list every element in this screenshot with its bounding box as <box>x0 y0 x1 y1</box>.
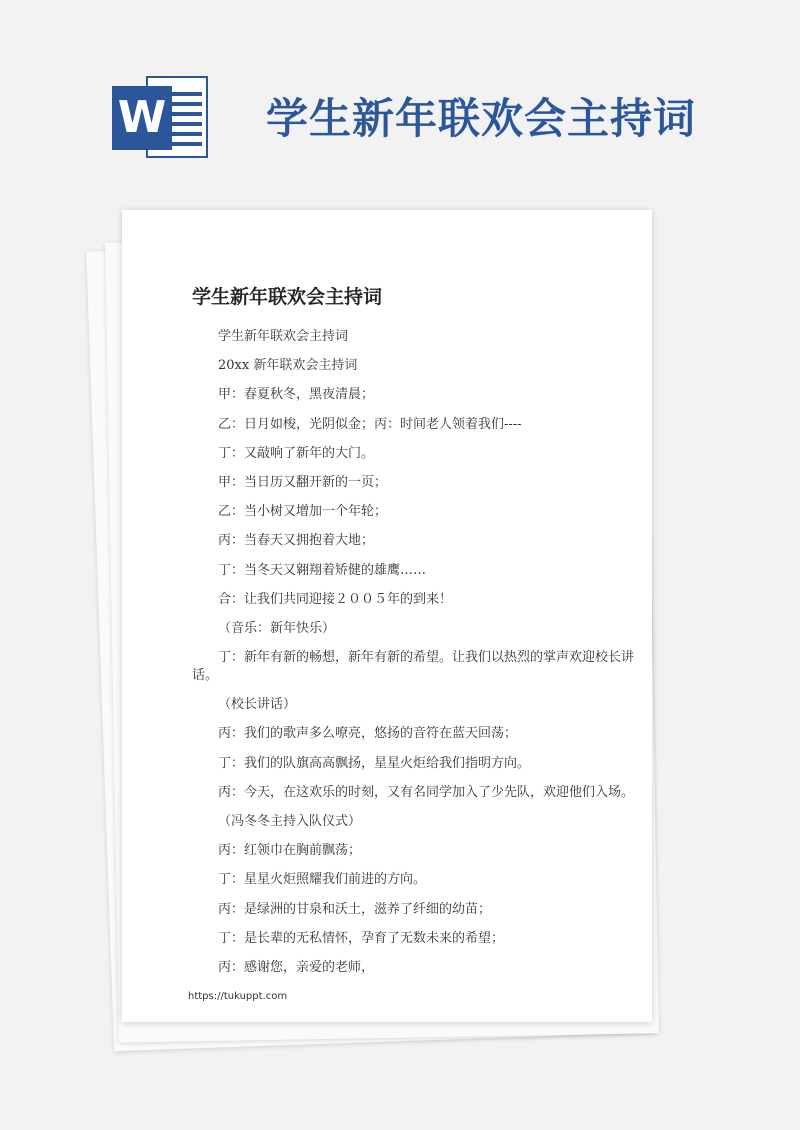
paragraph: 乙：当小树又增加一个年轮； <box>218 504 388 520</box>
paragraph: 学生新年联欢会主持词 <box>218 329 349 344</box>
paragraph: 合：让我们共同迎接２００５年的到来！ <box>218 591 453 607</box>
document-page <box>122 210 652 1022</box>
paragraph: （冯冬冬主持入队仪式） <box>218 814 362 829</box>
paragraph: （校长讲话） <box>218 697 297 713</box>
word-document-icon <box>112 72 208 162</box>
paragraph: 丙：感谢您，亲爱的老师， <box>218 959 375 975</box>
paragraph: 丙：是绿洲的甘泉和沃土，滋养了纤细的幼苗； <box>218 901 492 917</box>
paragraph: 甲：春夏秋冬，黑夜清晨； <box>218 387 375 403</box>
paragraph: （音乐：新年快乐） <box>218 620 336 636</box>
paragraph: 丙：今天，在这欢乐的时刻，又有名同学加入了少先队，欢迎他们入场。 <box>218 784 635 800</box>
paragraph: 丁：又敲响了新年的大门。 <box>218 445 375 461</box>
paragraph: 20xx 新年联欢会主持词 <box>218 358 358 374</box>
paragraph: 丁：星星火炬照耀我们前进的方向。 <box>218 872 427 888</box>
page-title: 学生新年联欢会主持词 <box>266 94 697 143</box>
header-banner <box>0 0 800 200</box>
paragraph: 丁：新年有新的畅想，新年有新的希望。让我们以热烈的掌声欢迎校长讲话。 <box>192 650 635 684</box>
paragraph: 乙：日月如梭，光阴似金；丙：时间老人领着我们---- <box>218 416 522 432</box>
document-body <box>192 328 642 988</box>
paragraph: 丙：红领巾在胸前飘荡； <box>218 843 362 859</box>
paragraph: 丙：我们的歌声多么嘹亮，悠扬的音符在蓝天回荡； <box>218 726 518 742</box>
footer-url: https://tukuppt.com <box>188 991 288 1002</box>
document-title: 学生新年联欢会主持词 <box>192 286 383 308</box>
paragraph: 甲：当日历又翻开新的一页； <box>218 474 388 490</box>
word-letter-badge: W <box>112 86 172 150</box>
paragraph: 丁：当冬天又翱翔着矫健的雄鹰…… <box>218 562 427 578</box>
paragraph: 丁：是长辈的无私情怀，孕育了无数未来的希望； <box>218 930 505 946</box>
paragraph: 丙：当春天又拥抱着大地； <box>218 533 375 549</box>
paragraph: 丁：我们的队旗高高飘扬，星星火炬给我们指明方向。 <box>218 755 531 771</box>
